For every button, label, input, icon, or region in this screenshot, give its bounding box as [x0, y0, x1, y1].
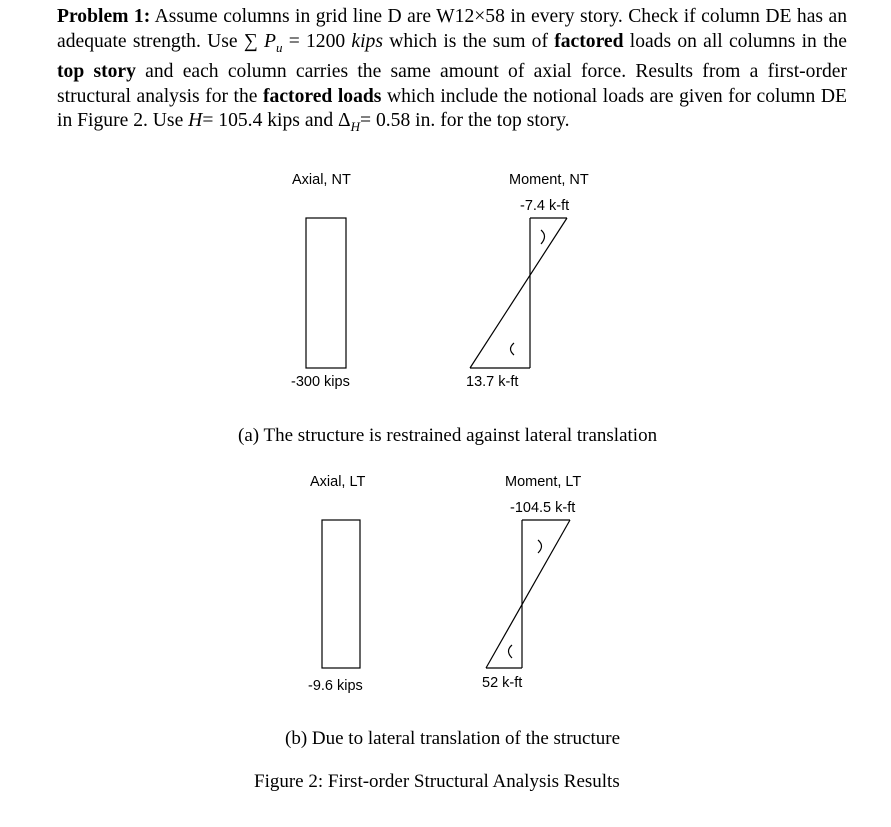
moment-lt-bottom-value: 52 k-ft: [482, 675, 523, 691]
axial-nt-diagram: [306, 218, 346, 368]
moment-lt-top-value: -104.5 k-ft: [510, 500, 576, 516]
problem-text-3: loads on all columns in the: [623, 30, 848, 52]
bold-top-story: top story: [57, 61, 136, 83]
delta-subscript: H: [350, 119, 361, 135]
caption-figure-b: (b) Due to lateral translation of the structure: [285, 728, 621, 749]
sum-symbol: ∑: [243, 30, 258, 52]
moment-lt-diagram: [486, 520, 570, 668]
moment-nt-top-value: -7.4 k-ft: [520, 198, 570, 214]
problem-text-6: for the top story.: [435, 110, 570, 132]
pu-equation: = 1200: [282, 30, 352, 52]
h-variable: H: [188, 110, 203, 132]
pu-unit: kips: [351, 30, 383, 52]
moment-nt-bottom-value: 13.7 k-ft: [466, 374, 519, 390]
problem-lead: Problem 1:: [57, 6, 151, 27]
moment-nt-bottom-arc-icon: [511, 343, 515, 355]
moment-nt-title: Moment, NT: [509, 172, 589, 188]
moment-nt-top-arc-icon: [541, 230, 545, 244]
axial-lt-value: -9.6 kips: [308, 678, 363, 694]
figure-caption: Figure 2: First-order Structural Analysis Results: [254, 771, 620, 792]
problem-text-4: and each column carries the same amount of axial force. Results from a first-order structural analysis for the: [57, 61, 848, 107]
delta-equation: = 0.58 in.: [360, 110, 436, 132]
moment-nt-diagram: [470, 218, 567, 368]
problem-text-2: which is the sum of: [382, 30, 555, 52]
moment-lt-top-arc-icon: [538, 540, 542, 553]
axial-nt-title: Axial, NT: [292, 172, 351, 188]
axial-lt-title: Axial, LT: [310, 474, 366, 490]
problem-text-1: Assume columns in grid line D are W12×58 in every story. Check if column DE has an adequate strength. Use: [57, 6, 847, 52]
caption-figure-a: (a) The structure is restrained against lateral translation: [238, 425, 658, 446]
delta-variable: Δ: [338, 110, 351, 132]
moment-lt-title: Moment, LT: [505, 474, 582, 490]
axial-nt-value: -300 kips: [291, 374, 350, 390]
moment-nt-slope: [470, 218, 567, 368]
moment-lt-slope: [486, 520, 570, 668]
h-equation: = 105.4 kips and: [202, 110, 339, 132]
problem-text-5: which include the notional loads are given for column DE in Figure 2. Use: [57, 85, 847, 132]
pu-subscript: u: [275, 39, 283, 55]
pu-variable: P: [264, 30, 276, 52]
bold-factored-loads: factored loads: [263, 85, 382, 107]
axial-lt-diagram: [322, 520, 360, 668]
moment-lt-bottom-arc-icon: [509, 645, 513, 658]
bold-factored: factored: [554, 30, 624, 52]
